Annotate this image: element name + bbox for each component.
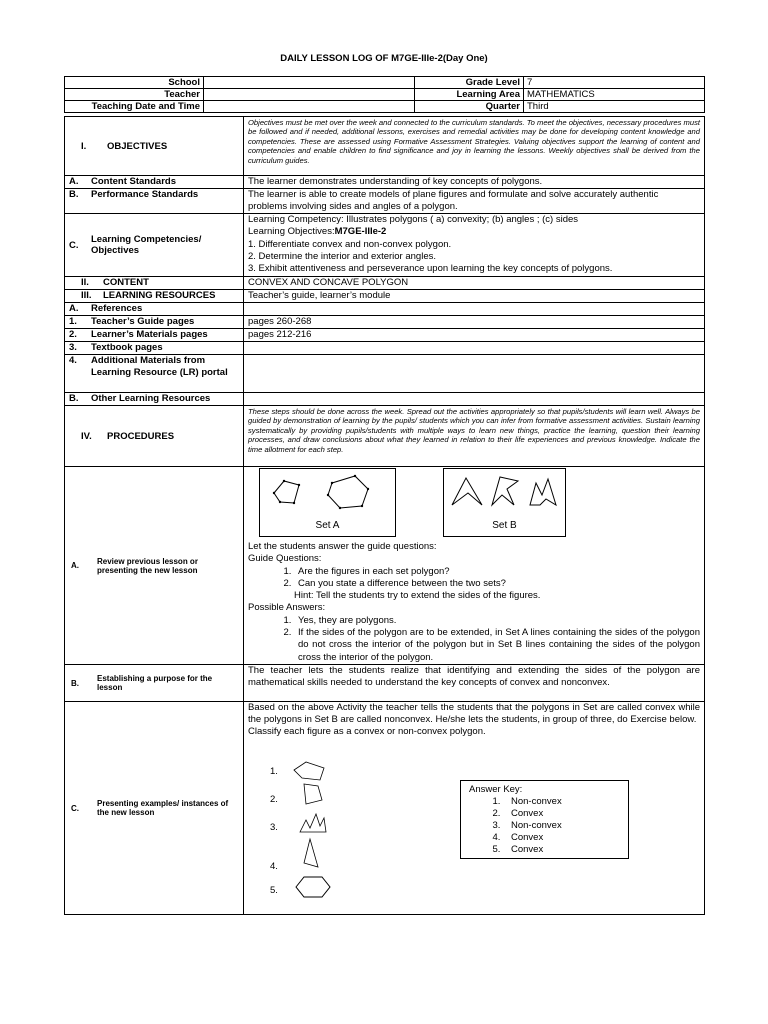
set-b-figures <box>444 469 565 519</box>
additional-materials-row: 4. Additional Materials from Learning Resource (LR) portal <box>64 355 705 393</box>
content-standards-row: A. Content Standards The learner demonstrates understanding of key concepts of polygons. <box>64 176 705 189</box>
grade-level-value: 7 <box>524 77 705 89</box>
header-table <box>64 76 705 113</box>
teacher-label: Teacher <box>65 89 204 101</box>
teaching-date-value <box>204 101 415 113</box>
set-a-figures <box>260 469 395 519</box>
purpose-row: B. Establishing a purpose for the lesson The teacher lets the students realize that identifying and extending the sides of the polygon are mathematical skills needed to understand the key concepts of convex and nonconvex. <box>64 665 705 702</box>
possible-answers: 1. Yes, they are polygons. 2. If the sides of the polygon are to be extended, in Set A lines containing the sides of the polygon do not cross the interior of the polygon but in Set B lines containing the sides of the polygon cross the interior of the polygon. <box>248 615 700 664</box>
set-a-label: Set A <box>315 520 340 531</box>
set-b-box <box>443 468 566 537</box>
review-row: A. Review previous lesson or presenting the new lesson Set A Set B Let the students answer the guide questions: Guide Questions: 1. Are the figures in each set polygon? 2. Can you state a difference between the two sets? Hint: Tell the students try to extend the sides of the figures. Possible Answers: 1. Yes, they are polygons. 2. If the sides of the polygon are to be extended, in Set A lines containing the sides of the polygon do not cross the interior of the polygon but in Set B lines containing the sides of the polygon cross the interior of the polygon. <box>64 467 705 665</box>
grade-level-label: Grade Level <box>415 77 524 89</box>
answer-key-box: Answer Key: 1. Non-convex 2. Convex 3. Non-convex 4. Convex 5. Convex <box>460 780 629 859</box>
references-row: A. References <box>64 303 705 316</box>
learning-area-label: Learning Area <box>415 89 524 101</box>
performance-standards-row: B. Performance Standards The learner is able to create models of plane figures and formulate and solve accurately authentic problems involving sides and angles of a polygon. <box>64 189 705 214</box>
figure-2: 2. <box>270 794 278 806</box>
procedures-row: IV. PROCEDURES These steps should be done across the week. Spread out the activities appropriately so that pupils/students will learn well. Always be guided by demonstration of learning by the pupils/ students which you can infer from formative assessment activities. Sustain learning systematically by providing pupils/students with multiple ways to learn new things, practice the learning, question their learning processes, and draw conclusions about what they learned in relation to their life experiences and previous knowledge. Indicate the time allotment for each step. <box>64 406 705 467</box>
figure-3: 3. <box>270 822 278 834</box>
convex-pentagon-1 <box>274 481 299 503</box>
guide-questions: 1. Are the figures in each set polygon? 2. Can you state a difference between the two sets? <box>248 566 700 591</box>
teacher-value <box>204 89 415 101</box>
content-row: II. CONTENT CONVEX AND CONCAVE POLYGON <box>64 277 705 290</box>
quarter-value: Third <box>524 101 705 113</box>
set-a-box <box>259 468 396 537</box>
resources-row: III. LEARNING RESOURCES Teacher’s guide, learner’s module <box>64 290 705 303</box>
concave-arrow <box>452 478 482 505</box>
convex-hexagon <box>328 476 368 508</box>
other-resources-row: B. Other Learning Resources <box>64 393 705 406</box>
school-value <box>204 77 415 89</box>
quarter-label: Quarter <box>415 101 524 113</box>
lesson-grid <box>64 116 705 915</box>
school-label: School <box>65 77 204 89</box>
learners-materials-row: 2. Learner’s Materials pages pages 212-216 <box>64 329 705 342</box>
textbook-pages-row: 3. Textbook pages <box>64 342 705 355</box>
figure-1: 1. <box>270 766 278 778</box>
objectives-note: Objectives must be met over the week and connected to the curriculum standards. To meet the objectives, necessary procedures must be followed and if needed, additional lessons, exercises and remedial activities may be done for developing content knowledge and competencies. These are assessed using Formative Assessment Strategies. Valuing objectives support the learning of content and competencies and enable children to find significance and joy in learning the lessons. Weekly objectives shall be derived from the curriculum guides. <box>248 118 700 165</box>
concave-shape-1 <box>492 477 518 505</box>
figure-5: 5. <box>270 885 278 897</box>
concave-shape-2 <box>530 479 556 505</box>
set-b-label: Set B <box>492 520 517 531</box>
figure-4: 4. <box>270 861 278 873</box>
examples-row: C. Presenting examples/ instances of the new lesson Based on the above Activity the teacher tells the students that the polygons in Set are called convex while the polygons in Set B are called nonconvex. He/she lets the students, in group of three, do Exercise below. Classify each figure as a convex or non-convex polygon. 1. 2. 3. 4. 5. Answer Key: 1. Non-convex 2. Convex 3. Non-convex 4. Convex 5. Convex <box>64 702 705 915</box>
page-title: DAILY LESSON LOG OF M7GE-IIIe-2(Day One) <box>280 53 488 64</box>
learning-area-value: MATHEMATICS <box>524 89 705 101</box>
teaching-date-label: Teaching Date and Time <box>65 101 204 113</box>
procedures-note: These steps should be done across the week. Spread out the activities appropriately so that pupils/students will learn well. Always be guided by demonstration of learning by the pupils/ students which you can infer from formative assessment activities. Sustain learning systematically by providing pupils/students with multiple ways to learn new things, practice the learning, question their learning processes, and draw conclusions about what they learned in relation to their life experiences and previous knowledge. Indicate the time allotment for each step. <box>248 407 700 454</box>
objectives-row: I. OBJECTIVES Objectives must be met over the week and connected to the curriculum standards. To meet the objectives, necessary procedures must be followed and if needed, additional lessons, exercises and remedial activities may be done for developing content knowledge and competencies. These are assessed using Formative Assessment Strategies. Valuing objectives support the learning of content and competencies and enable children to find significance and joy in learning the lessons. Weekly objectives shall be derived from the curriculum guides. <box>64 116 705 176</box>
teachers-guide-row: 1. Teacher’s Guide pages pages 260-268 <box>64 316 705 329</box>
competencies-row: C. Learning Competencies/ Objectives Learning Competency: Illustrates polygons ( a) convexity; (b) angles ; (c) sides Learning Objectives:M7GE-IIIe-2 1. Differentiate convex and non-convex polygon. 2. Determine the interior and exterior angles. 3. Exhibit attentiveness and perseverance upon learning the key concepts of polygons. <box>64 214 705 277</box>
